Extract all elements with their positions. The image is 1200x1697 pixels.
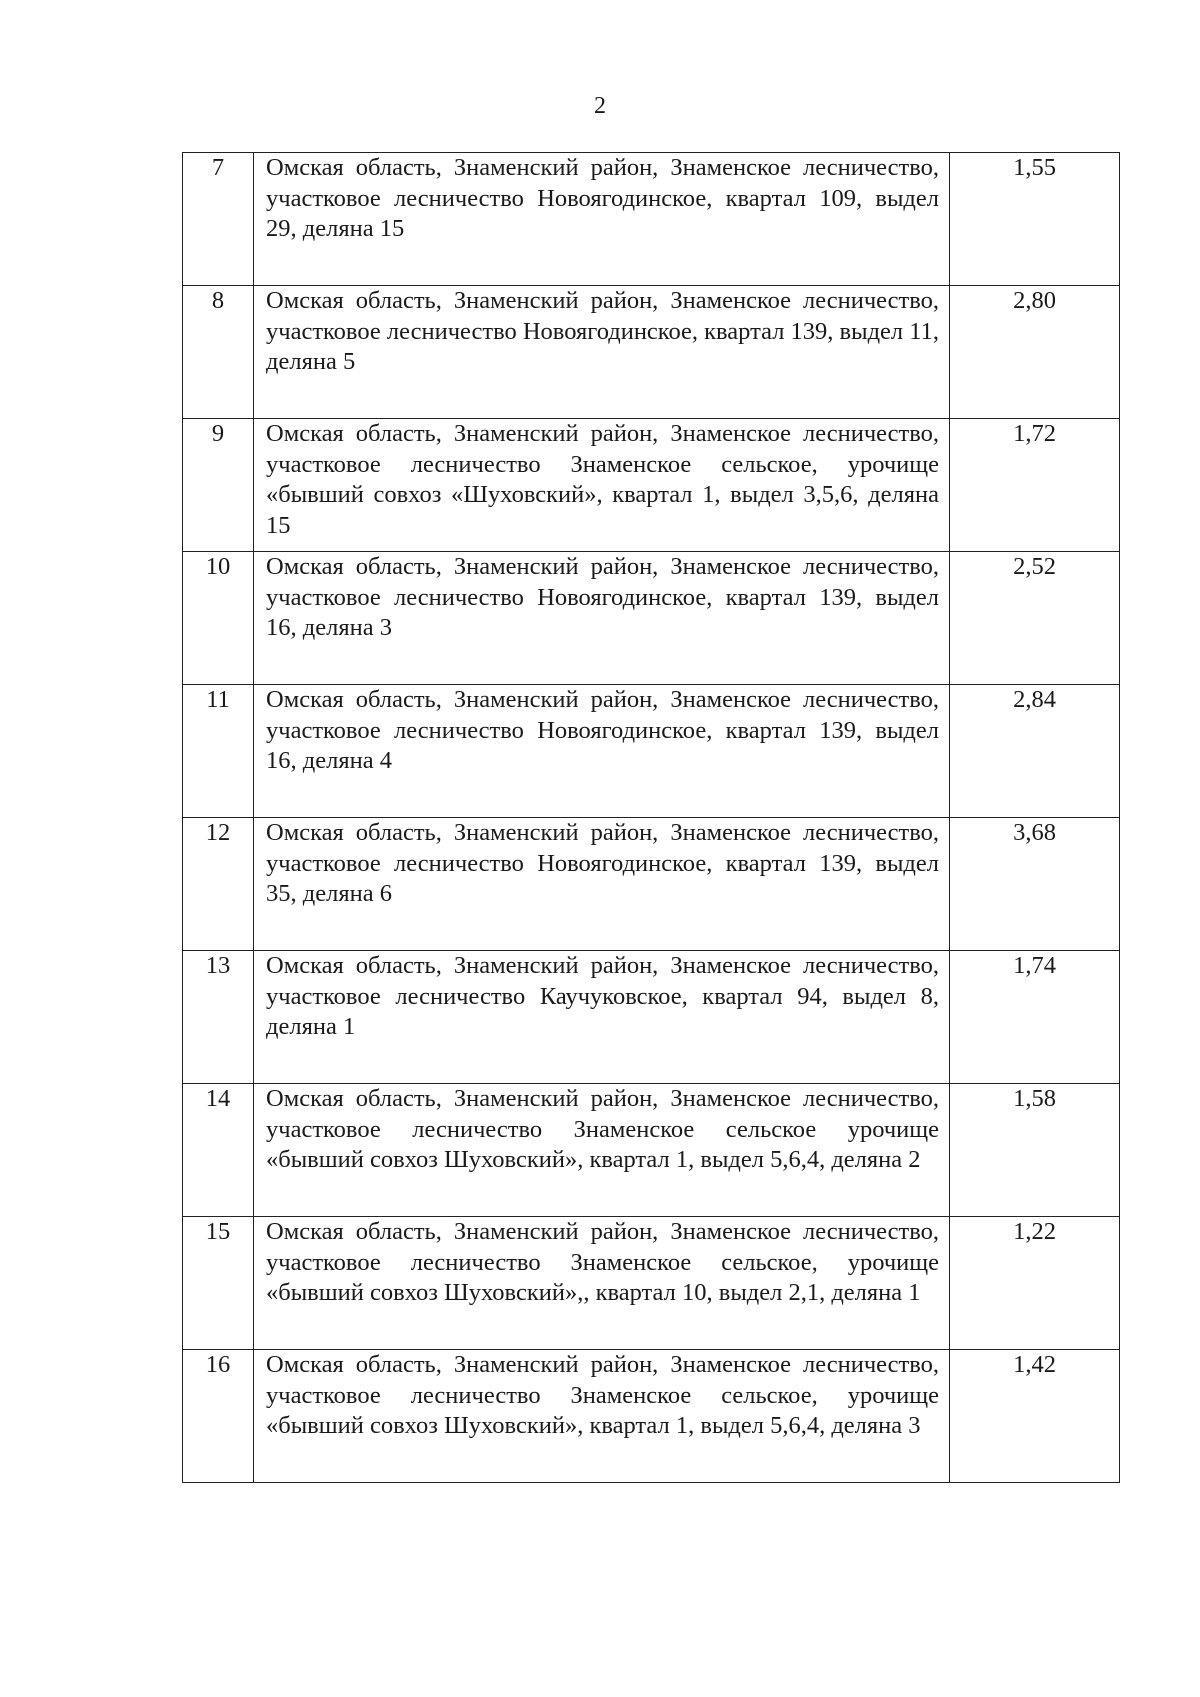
row-number: 15 — [183, 1217, 254, 1350]
table-row — [183, 685, 1120, 818]
table-row — [183, 951, 1120, 1084]
plot-location: Омская область, Знаменский район, Знаменское лесничество, участковое лесничество Каучуковское, квартал 94, выдел 8, деляна 1 — [254, 951, 950, 1084]
row-number: 13 — [183, 951, 254, 1084]
plots-table — [182, 152, 1120, 1483]
plot-location: Омская область, Знаменский район, Знаменское лесничество, участковое лесничество Знаменское сельское, урочище «бывший совхоз «Шуховский», квартал 1, выдел 3,5,6, деляна 15 — [254, 419, 950, 552]
row-number: 12 — [183, 818, 254, 951]
plot-area: 1,72 — [950, 419, 1120, 552]
table-row — [183, 1350, 1120, 1483]
plot-location: Омская область, Знаменский район, Знаменское лесничество, участковое лесничество Знаменское сельское, урочище «бывший совхоз Шуховский», квартал 1, выдел 5,6,4, деляна 3 — [254, 1350, 950, 1483]
plot-location: Омская область, Знаменский район, Знаменское лесничество, участковое лесничество Новоягодинское, квартал 139, выдел 16, деляна 4 — [254, 685, 950, 818]
table-row — [183, 286, 1120, 419]
plot-area: 1,42 — [950, 1350, 1120, 1483]
row-number: 7 — [183, 153, 254, 286]
row-number: 16 — [183, 1350, 254, 1483]
plot-location: Омская область, Знаменский район, Знаменское лесничество, участковое лесничество Новоягодинское, квартал 109, выдел 29, деляна 15 — [254, 153, 950, 286]
plot-location: Омская область, Знаменский район, Знаменское лесничество, участковое лесничество Новоягодинское, квартал 139, выдел 16, деляна 3 — [254, 552, 950, 685]
plot-location: Омская область, Знаменский район, Знаменское лесничество, участковое лесничество Новоягодинское, квартал 139, выдел 35, деляна 6 — [254, 818, 950, 951]
page-number: 2 — [594, 93, 606, 119]
plot-location: Омская область, Знаменский район, Знаменское лесничество, участковое лесничество Новоягодинское, квартал 139, выдел 11, деляна 5 — [254, 286, 950, 419]
table-row — [183, 818, 1120, 951]
row-number: 8 — [183, 286, 254, 419]
table-row — [183, 1084, 1120, 1217]
table-row — [183, 153, 1120, 286]
plot-area: 1,22 — [950, 1217, 1120, 1350]
row-number: 10 — [183, 552, 254, 685]
plot-area: 3,68 — [950, 818, 1120, 951]
plot-area: 1,74 — [950, 951, 1120, 1084]
table-row — [183, 552, 1120, 685]
plot-area: 2,84 — [950, 685, 1120, 818]
table-row — [183, 419, 1120, 552]
row-number: 14 — [183, 1084, 254, 1217]
plot-area: 2,52 — [950, 552, 1120, 685]
row-number: 11 — [183, 685, 254, 818]
plot-location: Омская область, Знаменский район, Знаменское лесничество, участковое лесничество Знаменское сельское, урочище «бывший совхоз Шуховский»,, квартал 10, выдел 2,1, деляна 1 — [254, 1217, 950, 1350]
plot-location: Омская область, Знаменский район, Знаменское лесничество, участковое лесничество Знаменское сельское урочище «бывший совхоз Шуховский», квартал 1, выдел 5,6,4, деляна 2 — [254, 1084, 950, 1217]
row-number: 9 — [183, 419, 254, 552]
plot-area: 1,58 — [950, 1084, 1120, 1217]
plot-area: 1,55 — [950, 153, 1120, 286]
plot-area: 2,80 — [950, 286, 1120, 419]
table-row — [183, 1217, 1120, 1350]
